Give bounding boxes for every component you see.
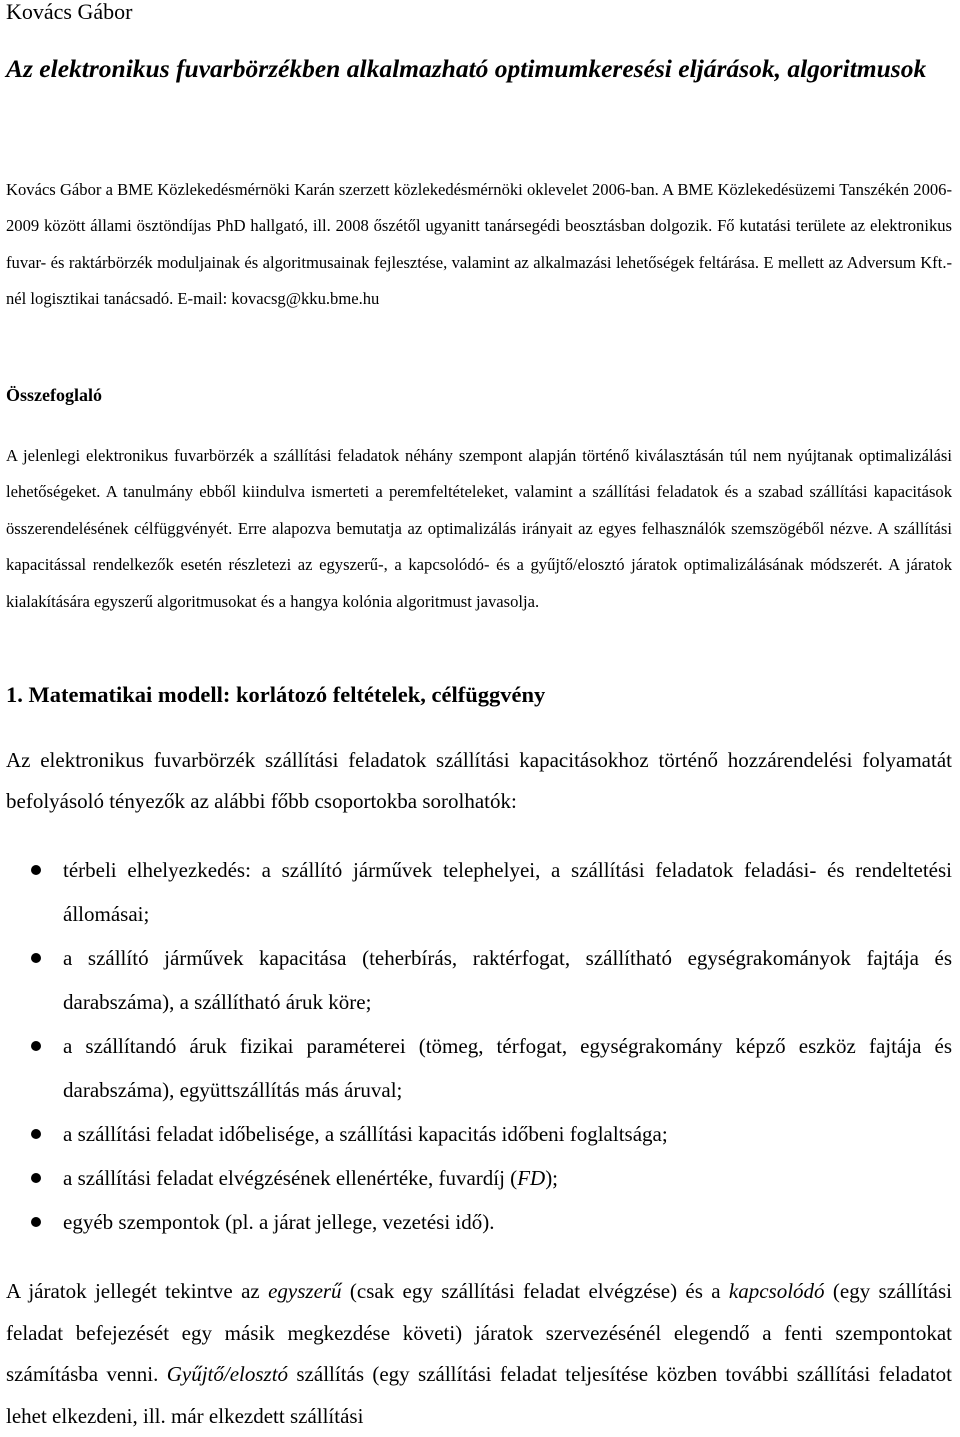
text-run: A járatok jellegét tekintve az	[6, 1279, 269, 1303]
author-bio: Kovács Gábor a BME Közlekedésmérnöki Karán szerzett közlekedésmérnöki oklevelet 2006-ban. A BME Közlekedésüzemi Tanszékén 2006-2009 között állami ösztöndíjas PhD hallgató, ill. 2008 őszétől ugyanitt tanársegédi beosztásban dolgozik. Fő kutatási területe az elektronikus fuvar- és raktárbörzék moduljainak és algoritmusainak fejlesztése, valamint az alkalmazási lehetőségek feltárása. E mellett az Adversum Kft.-nél logisztikai tanácsadó. E-mail: kovacsg@kku.bme.hu	[6, 180, 952, 309]
list-item	[0, 848, 952, 936]
author-header: Kovács Gábor	[6, 0, 133, 24]
list-item-text: a szállítási feladat időbelisége, a szállítási kapacitás időbeni foglaltsága;	[63, 1122, 668, 1146]
text-run: (csak egy szállítási feladat elvégzése) és a	[341, 1279, 729, 1303]
list-item-text: térbeli elhelyezkedés: a szállító járművek telephelyei, a szállítási feladatok feladási- és rendeltetési állomásai;	[63, 858, 952, 926]
bullet-icon	[31, 1217, 41, 1227]
list-item-text: egyéb szempontok (pl. a járat jellege, vezetési idő).	[63, 1210, 495, 1234]
list-item-text: a szállító járművek kapacitása (teherbírás, raktérfogat, szállítható egységrakományok fajtája és darabszáma), a szállítható áruk köre;	[63, 946, 952, 1014]
emphasis-connected: kapcsolódó	[728, 1279, 825, 1303]
section-intro-paragraph: Az elektronikus fuvarbörzék szállítási feladatok szállítási kapacitásokhoz történő hozzárendelési folyamatát befolyásoló tényezők az alábbi főbb csoportokba sorolhatók:	[6, 748, 952, 813]
abstract-heading: Összefoglaló	[6, 385, 102, 405]
text-run: (egy szállítási feladat befejezését egy másik megkezdése követi) járatok szervezésénél elegendő a fenti szempontokat számításba venni.	[6, 1279, 953, 1386]
fee-symbol: FD	[517, 1166, 546, 1190]
abstract-text: A jelenlegi elektronikus fuvarbörzék a szállítási feladatok néhány szempont alapján történő kiválasztásán túl nem nyújtanak optimalizálási lehetőségeket. A tanulmány ebből kiindulva ismerteti a peremfeltételeket, valamint a szállítási feladatok és a szabad szállítási kapacitások összerendelésének célfüggvényét. Erre alapozva bemutatja az optimalizálás irányait az egyes felhasználók szemszögéből nézve. A szállítási kapacitással rendelkezők esetén részletezi az egyszerű-, a kapcsolódó- és a gyűjtő/elosztó járatok optimalizálásának módszerét. A járatok kialakítására egyszerű algoritmusokat és a hangya kolónia algoritmust javasolja.	[6, 446, 952, 611]
bullet-icon	[31, 1041, 41, 1051]
bullet-icon	[31, 1173, 41, 1183]
list-item	[0, 1024, 952, 1112]
fee-text-prefix: a szállítási feladat elvégzésének ellenértéke, fuvardíj (	[63, 1166, 518, 1190]
factor-list	[0, 848, 952, 1244]
list-item	[0, 1156, 952, 1200]
fee-text-suffix: );	[545, 1166, 559, 1190]
section-heading: 1. Matematikai modell: korlátozó feltételek, célfüggvény	[6, 682, 546, 707]
bullet-icon	[31, 953, 41, 963]
text-run: szállítás (egy szállítási feladat teljesítése közben további szállítási feladatot lehet elkezdeni, ill. már elkezdett szállítási	[6, 1362, 952, 1428]
bullet-icon	[31, 1129, 41, 1139]
emphasis-simple: egyszerű	[268, 1279, 342, 1303]
bullet-icon	[31, 865, 41, 875]
list-item-text: a szállítandó áruk fizikai paraméterei (tömeg, térfogat, egységrakomány képző eszköz fajtája és darabszáma), együttszállítás más áruval;	[63, 1034, 952, 1102]
route-types-paragraph	[6, 1271, 952, 1437]
list-item	[0, 1200, 952, 1244]
list-item-text	[63, 1156, 952, 1200]
list-item	[0, 936, 952, 1024]
paper-title: Az elektronikus fuvarbörzékben alkalmazható optimumkeresési eljárások, algoritmusok	[6, 54, 927, 83]
emphasis-collect-distribute: Gyűjtő/elosztó	[166, 1362, 289, 1386]
list-item	[0, 1112, 952, 1156]
